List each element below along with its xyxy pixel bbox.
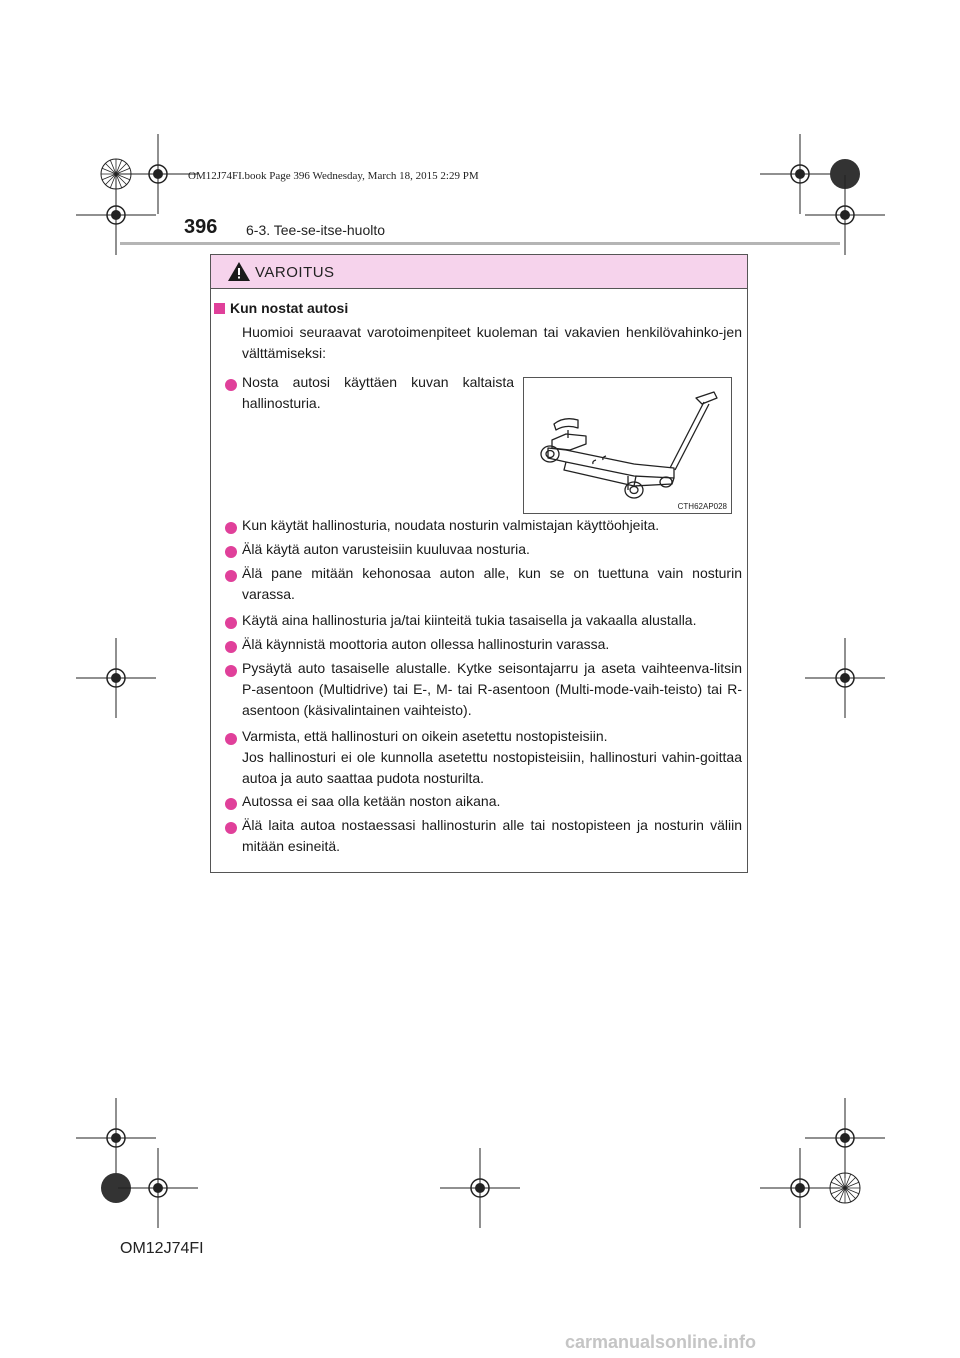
warning-item: Älä laita autoa nostaessasi hallinosturin alle tai nostopisteen ja nosturin väliin mitään esineitä. <box>242 817 742 854</box>
floor-jack-figure <box>523 377 732 514</box>
warning-intro: Huomioi seuraavat varotoimenpiteet kuoleman tai vakavien henkilövahinko-jen välttämiseksi: <box>242 324 742 361</box>
warning-item: Kun käytät hallinosturia, noudata nosturin valmistajan käyttöohjeita. <box>242 517 660 533</box>
bullet-icon <box>225 379 237 391</box>
warning-header <box>211 255 747 289</box>
document-code: OM12J74FI <box>120 1240 204 1257</box>
warning-item: Varmista, että hallinosturi on oikein asetettu nostopisteisiin. Jos hallinosturi ei ole kunnolla asetettu nostopisteisiin, hallinosturi vahin-goittaa autoa ja auto saattaa pudota nosturilta. <box>242 728 742 786</box>
warning-heading-text: Kun nostat autosi <box>230 300 349 316</box>
page-number: 396 <box>184 216 218 238</box>
warning-item: Autossa ei saa olla ketään noston aikana. <box>242 793 501 809</box>
warning-item: Älä käytä auton varusteisiin kuuluvaa nosturia. <box>242 541 530 557</box>
warning-item: Älä pane mitään kehonosaa auton alle, kun se on tuettuna vain nosturin varassa. <box>242 565 742 602</box>
watermark: carmanualsonline.info <box>565 1332 757 1352</box>
bullet-icon <box>225 822 237 834</box>
warning-item: Nosta autosi käyttäen kuvan kaltaista hallinosturia. <box>242 374 514 411</box>
bullet-icon <box>225 733 237 745</box>
bullet-icon <box>225 641 237 653</box>
warning-item: Käytä aina hallinosturia ja/tai kiinteitä tukia tasaisella ja vakaalla alustalla. <box>242 612 697 628</box>
bullet-icon <box>225 617 237 629</box>
warning-triangle-icon <box>227 261 251 282</box>
warning-item: Pysäytä auto tasaiselle alustalle. Kytke seisontajarru ja aseta vaihteenva-litsin P-asentoon (Multidrive) tai E-, M- tai R-asentoon (Multi-mode-vaih-teisto) tai R-asentoon (käsivalintainen vaihteisto). <box>242 660 742 718</box>
figure-code: CTH62AP028 <box>677 502 727 511</box>
warning-item: Älä käynnistä moottoria auton ollessa hallinosturin varassa. <box>242 636 610 652</box>
bullet-icon <box>225 546 237 558</box>
bullet-icon <box>225 570 237 582</box>
book-info: OM12J74FI.book Page 396 Wednesday, March 18, 2015 2:29 PM <box>188 170 479 182</box>
bullet-icon <box>225 665 237 677</box>
section-title: 6-3. Tee-se-itse-huolto <box>246 222 386 238</box>
floor-jack-illustration <box>524 378 731 513</box>
bullet-icon <box>225 522 237 534</box>
warning-title: VAROITUS <box>255 264 335 281</box>
bullet-icon <box>225 798 237 810</box>
header-rule <box>120 242 840 245</box>
heading-marker-icon <box>214 303 225 314</box>
warning-heading <box>214 300 348 316</box>
